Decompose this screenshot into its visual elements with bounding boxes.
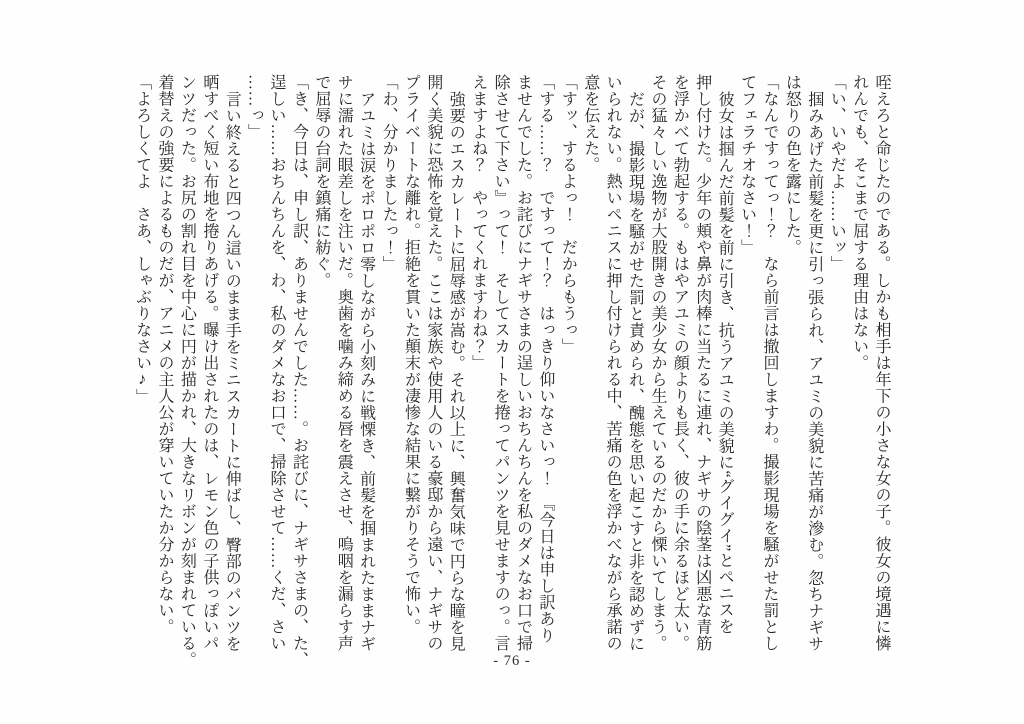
text-column: 着替えの強要によるものだが、アニメの主人公が穿いていたか分からない。: [156, 74, 173, 635]
text-column: 咥えろと命じたのである。しかも相手は年下の小さな女の子。彼女の境遇に憐: [873, 74, 890, 652]
text-column: てフェラチオなさい！」: [738, 74, 756, 256]
text-column: 逞しい……おちんちんを、わ、私のダメなお口で、掃除させて……くだ、さい: [268, 74, 286, 652]
text-column: 「わ、分かりましたっ！」: [380, 74, 398, 272]
text-column: 押し付けた。少年の頬や鼻が肉棒に当たるに連れ、ナギサの陰茎は凶悪な青筋: [693, 74, 711, 652]
text-column: その猛々しい逸物が大股開きの美少女から生えているのだから慄いてしまう。: [648, 74, 666, 652]
text-column: 除させて下さい』って！ そしてスカートを捲ってパンツを見せますのっ。言: [492, 74, 510, 652]
text-column: で屈辱の台詞を鎮痛に紡ぐ。: [312, 74, 330, 289]
text-column: ンツだった。お尻の割れ目を中心に円が描かれ、大きなリボンが刻まれている。: [178, 74, 196, 668]
text-column: 晒すべく短い布地を捲りあげる。曝け出されたのは、レモン色の子供っぽいパ: [200, 74, 218, 652]
text-column: プライベートな離れ。拒絶を貫いた顛末が凄惨な結果に繋がりそうで怖い。: [402, 74, 420, 635]
text-column: サに濡れた眼差しを注いだ。奥歯を噛み締める唇を震えさせ、嗚咽を漏らす声: [335, 74, 353, 652]
text-column: 言い終えると四つん這いのまま手をミニスカートに伸ばし、臀部のパンツを: [223, 90, 241, 652]
text-column: 開く美貌に恐怖を覚えた。ここは家族や使用人のいる豪邸から遠い、ナギサの: [424, 74, 442, 652]
text-column: 掴みあげた前髪を更に引っ張られ、アユミの美貌に苦痛が滲む。忽ちナギサ: [805, 90, 823, 652]
text-column: 「よろしくてよ さあ、しゃぶりなさい♪」: [133, 74, 151, 405]
text-column: を浮かべて勃起する。もはやアユミの顔よりも長く、彼の手に余るほど太い。: [671, 74, 689, 652]
text-column: 「き、今日は、申し訳、ありませんでした……。お詫びに、ナギサさまの、た、: [290, 74, 308, 668]
text-column: ませんでした。お詫びにナギサさまの逞しいおちんちんを私のダメなお口で掃: [514, 74, 532, 652]
text-column: えますよね？ やってくれますわね？」: [469, 74, 487, 371]
text-column: 「すッ、するよっ！ だからもうっ」: [559, 74, 577, 355]
text-column: アユミは涙をポロポロ零しながら小刻みに戦慄き、前髪を掴まれたままナギ: [357, 90, 375, 652]
text-column: いられない。熱いペニスに押し付けられる中、苦痛の色を浮かべながら承諾の: [604, 74, 622, 652]
text-column: れんでも、そこまで屈する理由はない。: [850, 74, 868, 371]
page-number: - 76 -: [493, 653, 531, 669]
text-column: 「なんですってっ！？ なら前言は撤回しますわ。撮影現場を騒がせた罰とし: [760, 74, 778, 652]
text-column: 意を伝えた。: [581, 74, 599, 173]
text-column: 彼女は掴んだ前髪を前に引き、抗うアユミの美貌に“グイグイ”とペニスを: [716, 90, 734, 634]
text-column: ……っ」: [245, 74, 263, 140]
text-column: 「する……？ ですって！？ はっきり仰いなさいっ！ 『今日は申し訳あり: [536, 74, 554, 644]
text-column: 「い、いやだよ……いッ」: [828, 74, 846, 272]
text-column: だが、撮影現場を騒がせた罰と責められ、醜態を思い起こすと非を認めずに: [626, 90, 644, 652]
text-column: 強要のエスカレートに屈辱感が嵩む。それ以上に、興奮気味で円らな瞳を見: [447, 90, 465, 652]
text-column: は怒りの色を露にした。: [783, 74, 801, 256]
